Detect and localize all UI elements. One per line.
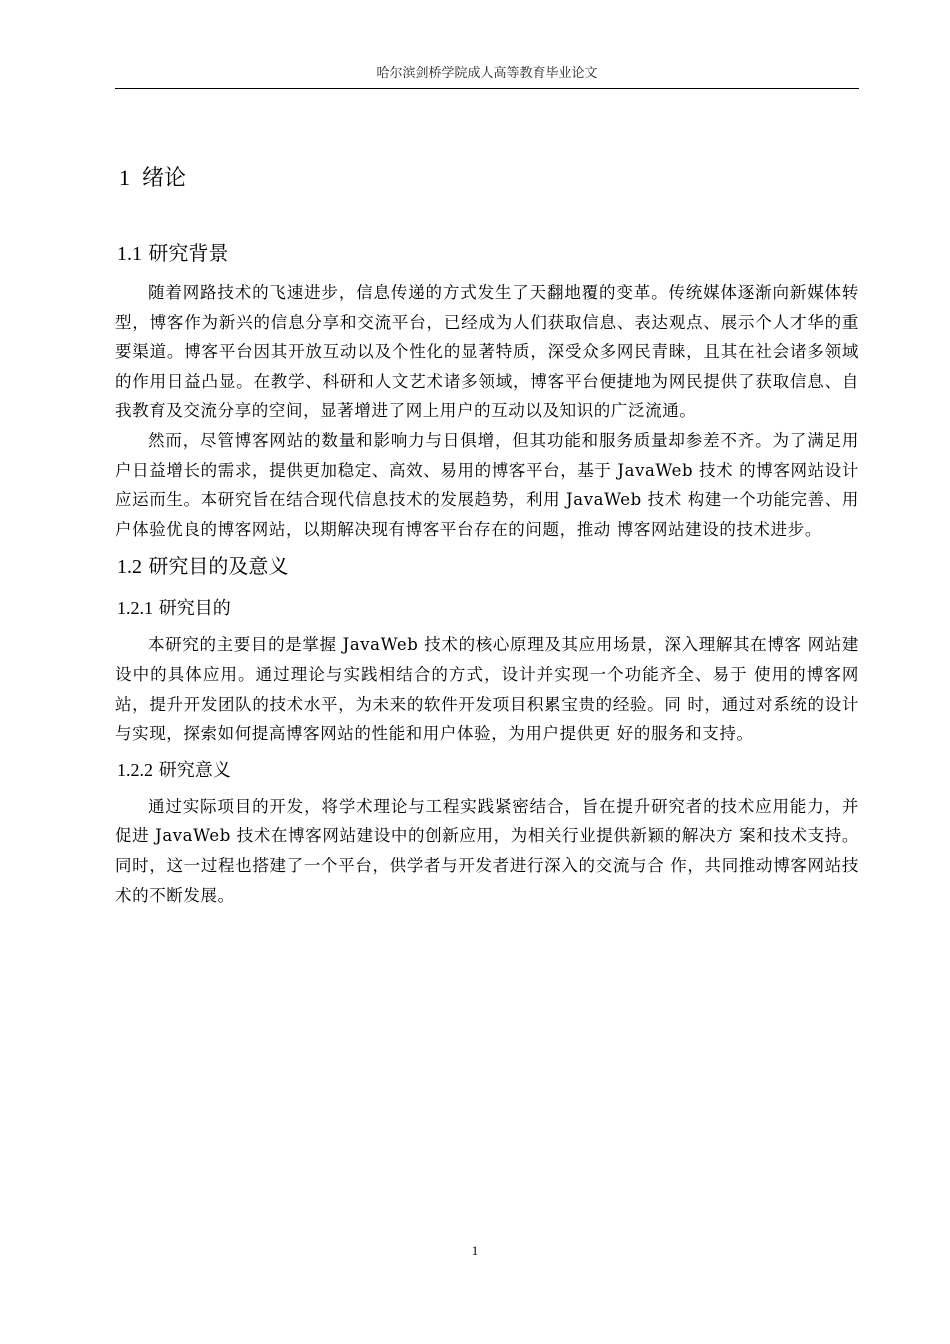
paragraph: 本研究的主要目的是掌握 JavaWeb 技术的核心原理及其应用场景，深入理解其在博客 网站建设中的具体应用。通过理论与实践相结合的方式，设计并实现一个功能齐全、易于 使用的博客网站，提升开发团队的技术水平，为未来的软件开发项目积累宝贵的经验。同 时，通过对系统的设计与实现，探索如何提高博客网站的性能和用户体验，为用户提供更 好的服务和支持。 [115,635,859,744]
subsection-heading-1-2-2 [115,755,859,786]
chapter-heading [115,160,859,197]
section-number: 1.2 [117,556,142,579]
section-heading-1-1 [115,237,859,270]
subsection-title: 研究意义 [158,759,231,781]
section-title: 研究背景 [148,241,229,265]
page-body [115,160,859,910]
page-number: 1 [471,1243,479,1258]
running-header: 哈尔滨剑桥学院成人高等教育毕业论文 [376,66,598,81]
chapter-title: 绪论 [142,166,187,191]
paragraph: 然而，尽管博客网站的数量和影响力与日俱增，但其功能和服务质量却参差不齐。为了满足用户日益增长的需求，提供更加稳定、高效、易用的博客平台，基于 JavaWeb 技术 的博客网站设计应运而生。本研究旨在结合现代信息技术的发展趋势，利用 JavaWeb 技术 构建一个功能完善、用户体验优良的博客网站，以期解决现有博客平台存在的问题，推动 博客网站建设的技术进步。 [115,430,859,539]
section-heading-1-2 [115,550,859,583]
paragraph: 随着网路技术的飞速进步，信息传递的方式发生了天翻地覆的变革。传统媒体逐渐向新媒体转型，博客作为新兴的信息分享和交流平台，已经成为人们获取信息、表达观点、展示个人才华的重要渠道。博客平台因其开放互动以及个性化的显著特质，深受众多网民青睐，且其在社会诸多领域的作用日益凸显。在教学、科研和人文艺术诸多领域，博客平台便捷地为网民提供了获取信息、自我教育及交流分享的空间，显著增进了网上用户的互动以及知识的广泛流通。 [115,283,859,421]
subsection-title: 研究目的 [158,598,231,620]
chapter-number: 1 [119,165,130,190]
section-number: 1.1 [117,243,142,265]
paragraph: 通过实际项目的开发，将学术理论与工程实践紧密结合，旨在提升研究者的技术应用能力，并促进 JavaWeb 技术在博客网站建设中的创新应用，为相关行业提供新颖的解决方 案和技术支持。同时，这一过程也搭建了一个平台，供学者与开发者进行深入的交流与合 作，共同推动博客网站技术的不断发展。 [115,796,859,905]
subsection-heading-1-2-1 [115,593,859,624]
subsection-number: 1.2.2 [117,759,153,780]
section-title: 研究目的及意义 [148,554,289,579]
header-rule [115,88,859,89]
subsection-number: 1.2.1 [117,598,153,619]
